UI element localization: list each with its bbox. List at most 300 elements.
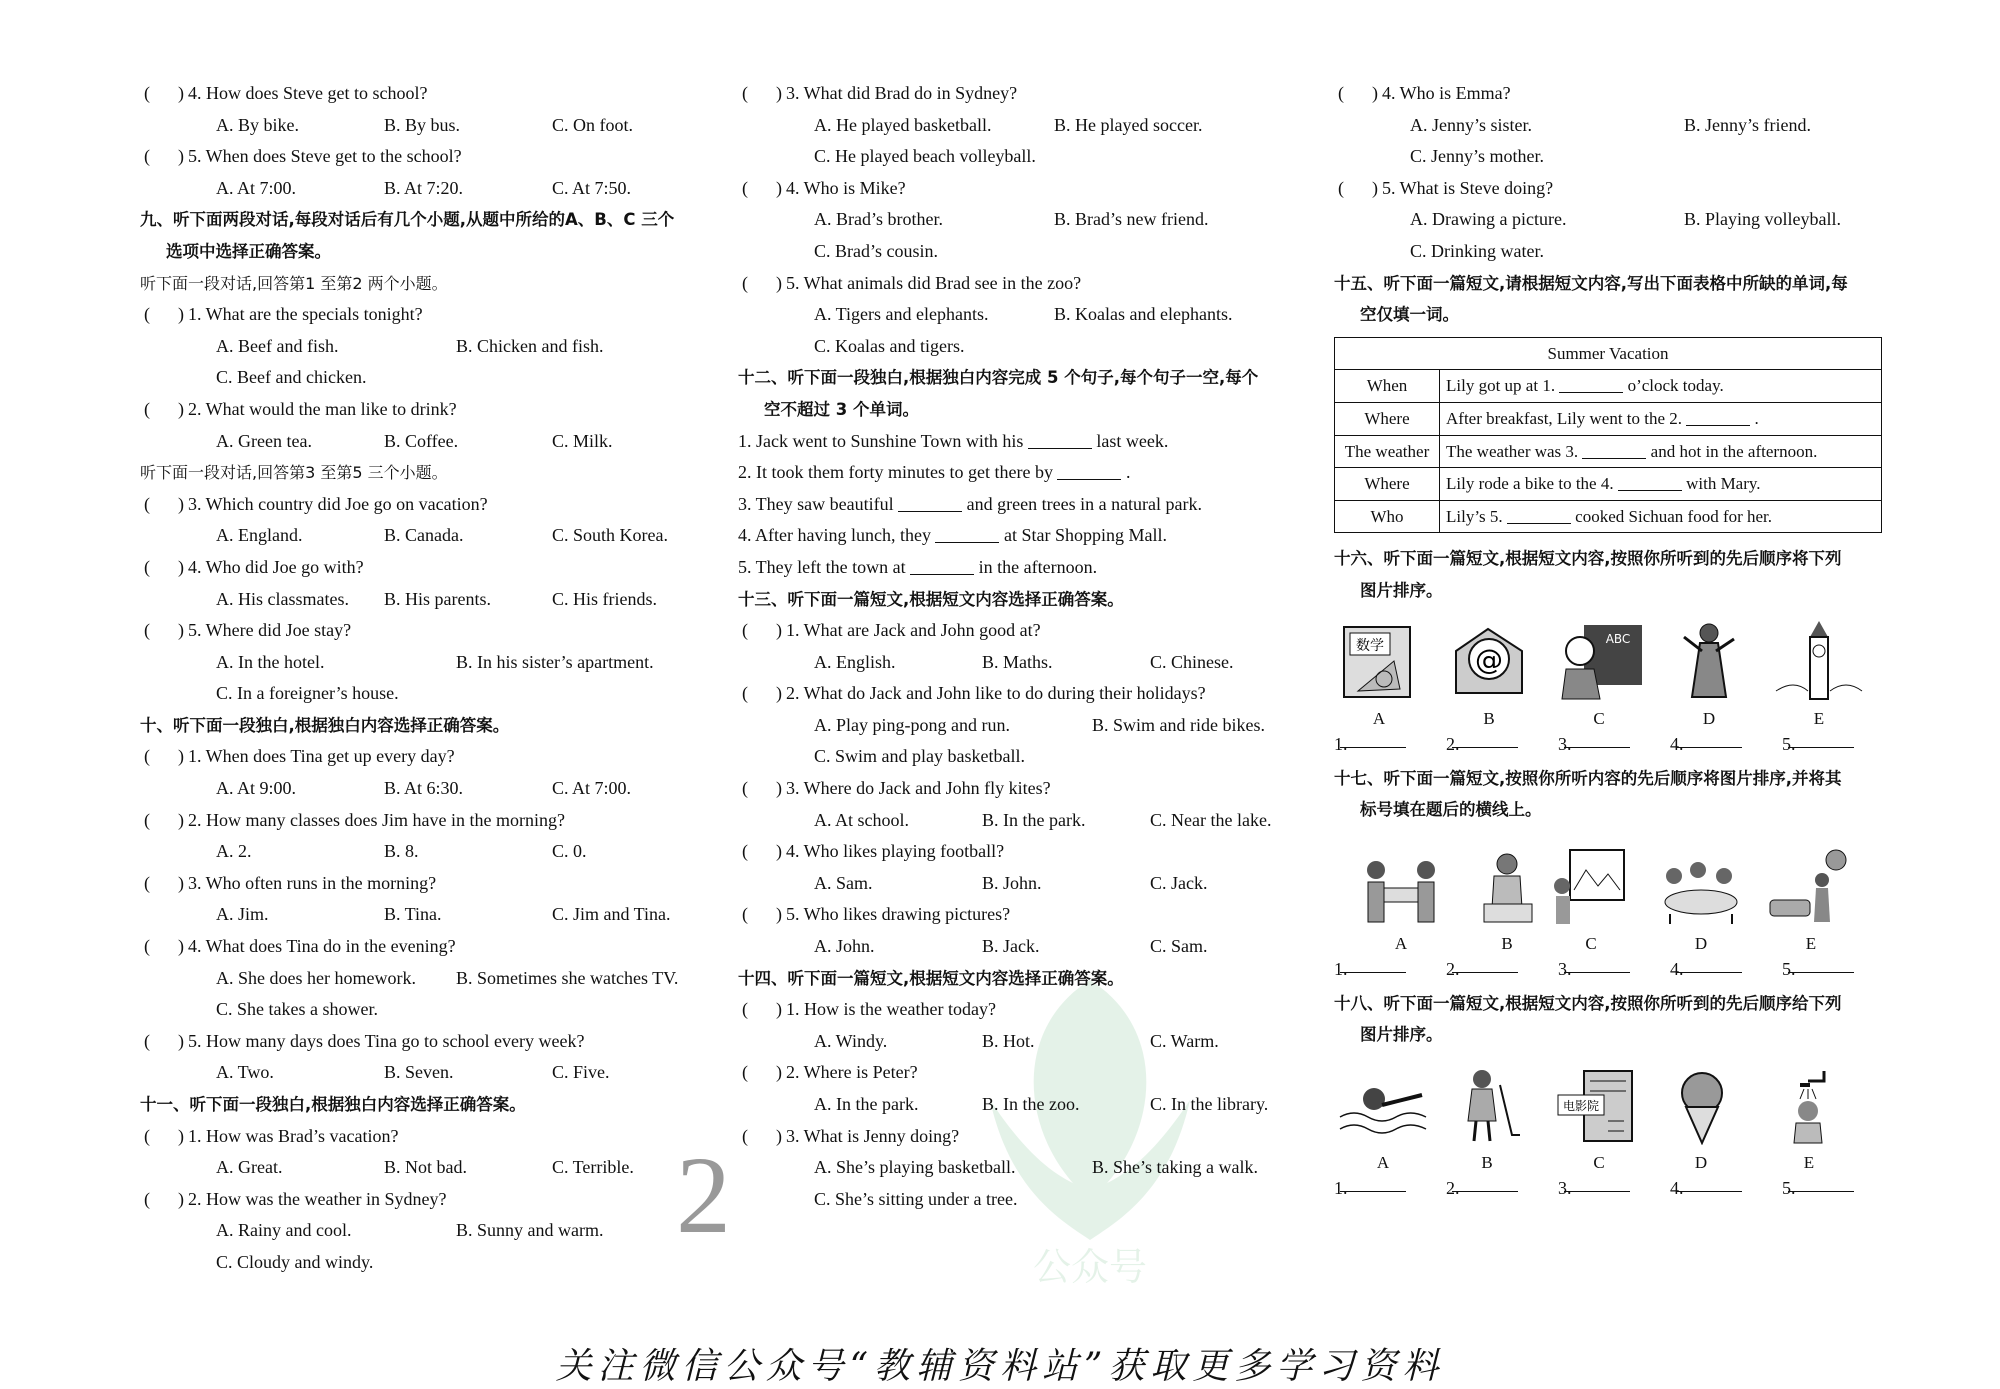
option-b: B. His parents. <box>384 588 491 609</box>
option-a: A. At 7:00. <box>216 177 297 198</box>
answer-paren-open[interactable]: ( <box>742 620 748 641</box>
options-row <box>738 1152 1298 1184</box>
question-text: 3. Where do Jack and John fly kites? <box>786 778 1051 799</box>
picture-label-c: C <box>1585 933 1597 953</box>
answer-paren-close: ) <box>776 272 782 293</box>
question-text: 1. How was Brad’s vacation? <box>188 1125 399 1146</box>
answer-paren-open[interactable]: ( <box>144 746 150 767</box>
section-title: 十三、听下面一篇短文,根据短文内容选择正确答案。 <box>738 589 1124 609</box>
options-row <box>738 1026 1298 1058</box>
row-text-start: Lily got up at 1. <box>1446 376 1556 396</box>
section-title-cont: 空不超过 3 个单词。 <box>764 399 919 419</box>
question <box>140 741 700 773</box>
option-a: A. English. <box>814 651 896 672</box>
row-value <box>1440 500 1882 533</box>
option-a: C. In a foreigner’s house. <box>216 683 399 704</box>
question <box>140 1121 700 1153</box>
option-c: C. Sam. <box>1150 936 1208 957</box>
answer-paren-open[interactable]: ( <box>144 1125 150 1146</box>
question <box>738 836 1298 868</box>
question-text: 3. Who often runs in the morning? <box>188 872 437 893</box>
shower-picture <box>1764 1065 1854 1145</box>
answer-blank[interactable] <box>1057 461 1121 480</box>
answer-paren-close: ) <box>178 936 184 957</box>
options-row <box>140 584 700 616</box>
answer-paren-open[interactable]: ( <box>1338 177 1344 198</box>
answer-blank[interactable] <box>1340 729 1406 748</box>
question <box>738 268 1298 300</box>
option-a: A. Great. <box>216 1157 283 1178</box>
answer-blank[interactable] <box>898 493 962 512</box>
question <box>140 141 700 173</box>
question-text: 5. When does Steve get to the school? <box>188 146 462 167</box>
fill-in-sentence <box>738 489 1298 521</box>
question <box>738 78 1298 110</box>
row-key: Where <box>1335 402 1440 435</box>
option-a: A. Rainy and cool. <box>216 1220 352 1241</box>
sentence-start: 2. It took them forty minutes to get there by <box>738 462 1053 483</box>
option-a: A. Windy. <box>814 1030 888 1051</box>
option-a: A. She does her homework. <box>216 967 416 988</box>
option-a: A. Tigers and elephants. <box>814 304 989 325</box>
answer-paren-close: ) <box>776 620 782 641</box>
option-b: B. By bus. <box>384 114 461 135</box>
option-c: C. Terrible. <box>552 1157 634 1178</box>
option-b: B. Jenny’s friend. <box>1684 114 1811 135</box>
question-text: 5. How many days does Tina go to school every week? <box>188 1030 585 1051</box>
option-b: B. In the park. <box>982 809 1086 830</box>
option-b: B. Brad’s new friend. <box>1054 209 1209 230</box>
row-key: Where <box>1335 468 1440 501</box>
painting-picture <box>1546 846 1636 926</box>
answer-blank[interactable] <box>1676 954 1742 973</box>
answer-paren-close: ) <box>178 746 184 767</box>
row-text-start: After breakfast, Lily went to the 2. <box>1446 408 1683 428</box>
summer-vacation-table <box>1334 337 1882 534</box>
table-row <box>1335 500 1882 533</box>
abc-label: ABC <box>1605 631 1631 646</box>
row-key: When <box>1335 370 1440 403</box>
answer-paren-close: ) <box>776 1125 782 1146</box>
section-title: 十、听下面一段独白,根据独白内容选择正确答案。 <box>140 715 510 735</box>
option-a: A. Play ping-pong and run. <box>814 714 1010 735</box>
email-picture <box>1444 621 1534 701</box>
option-c: C. Milk. <box>552 430 613 451</box>
sentence-start: 5. They left the town at <box>738 556 906 577</box>
question-text: 1. When does Tina get up every day? <box>188 746 455 767</box>
options-row <box>140 173 700 205</box>
section-16-pictures <box>1334 621 1894 729</box>
answer-paren-open[interactable]: ( <box>144 620 150 641</box>
options-row <box>738 647 1298 679</box>
picture-label-e: E <box>1813 708 1825 728</box>
section-title: 十二、听下面一段独白,根据独白内容完成 5 个句子,每个句子一空,每个 <box>738 368 1259 388</box>
answer-paren-close: ) <box>178 304 184 325</box>
answer-paren-open[interactable]: ( <box>742 841 748 862</box>
section-title-cont: 选项中选择正确答案。 <box>166 241 331 261</box>
answer-blank[interactable] <box>1452 954 1518 973</box>
answer-paren-close: ) <box>178 556 184 577</box>
option-a: A. Drawing a picture. <box>1410 209 1567 230</box>
answer-blank[interactable] <box>1676 1173 1742 1192</box>
option-a: C. He played beach volleyball. <box>814 146 1036 167</box>
answer-paren-close: ) <box>178 1030 184 1051</box>
section-16-title-2: 图片排序。 <box>1360 580 1443 600</box>
options-row <box>140 331 700 363</box>
option-b: B. Coffee. <box>384 430 459 451</box>
question <box>1334 78 1894 110</box>
option-c: C. At 7:00. <box>552 778 632 799</box>
picture-label-b: B <box>1501 933 1513 953</box>
question-text: 5. Who likes drawing pictures? <box>786 904 1011 925</box>
answer-blank[interactable] <box>1340 1173 1406 1192</box>
option-c: C. On foot. <box>552 114 633 135</box>
options-row <box>140 963 700 995</box>
question <box>738 615 1298 647</box>
question-text: 2. What would the man like to drink? <box>188 398 457 419</box>
answer-paren-close: ) <box>776 1062 782 1083</box>
sentence-end: at Star Shopping Mall. <box>1003 525 1167 546</box>
option-b: B. He played soccer. <box>1054 114 1203 135</box>
option-b: B. She’s taking a walk. <box>1092 1157 1258 1178</box>
answer-paren-close: ) <box>178 146 184 167</box>
answer-paren-close: ) <box>776 841 782 862</box>
answer-paren-open[interactable]: ( <box>144 1188 150 1209</box>
sentence-start: 3. They saw beautiful <box>738 493 894 514</box>
option-a: A. Two. <box>216 1062 274 1083</box>
footer-banner: 关注微信公众号“教辅资料站”获取更多学习资料 <box>555 1346 1445 1387</box>
answer-paren-open[interactable]: ( <box>144 872 150 893</box>
option-a: A. Brad’s brother. <box>814 209 943 230</box>
answer-paren-open[interactable]: ( <box>742 272 748 293</box>
options-row <box>738 204 1298 236</box>
answer-blank[interactable] <box>1340 954 1406 973</box>
section-18-pictures <box>1334 1065 1894 1173</box>
question-text: 2. How many classes does Jim have in the morning? <box>188 809 565 830</box>
row-text-start: Lily rode a bike to the 4. <box>1446 474 1614 494</box>
math-book-picture <box>1334 621 1424 701</box>
picture-label-a: A <box>1376 1152 1390 1172</box>
row-value <box>1440 402 1882 435</box>
question <box>738 1121 1298 1153</box>
cinema-picture <box>1554 1065 1644 1145</box>
answer-blank[interactable] <box>910 556 974 575</box>
section-title-cont: 空仅填一词。 <box>1360 305 1459 325</box>
options-row <box>140 1247 700 1279</box>
answer-paren-close: ) <box>178 620 184 641</box>
option-a: A. At 9:00. <box>216 778 297 799</box>
row-key: The weather <box>1335 435 1440 468</box>
question-text: 1. How is the weather today? <box>786 999 996 1020</box>
answer-paren-open[interactable]: ( <box>742 1125 748 1146</box>
answer-blank[interactable] <box>1686 407 1750 426</box>
column-left <box>140 78 700 1279</box>
answer-paren-open[interactable]: ( <box>144 809 150 830</box>
answer-blank[interactable] <box>1676 729 1742 748</box>
options-row <box>140 994 700 1026</box>
answer-blank[interactable] <box>1028 430 1092 449</box>
answer-paren-open[interactable]: ( <box>742 83 748 103</box>
answer-blank[interactable] <box>1788 1173 1854 1192</box>
options-row <box>1334 236 1894 268</box>
answer-blank[interactable] <box>1564 1173 1630 1192</box>
row-value <box>1440 435 1882 468</box>
option-b: B. John. <box>982 872 1042 893</box>
option-a: A. England. <box>216 525 303 546</box>
section-17-title: 十七、听下面一篇短文,按照你所听内容的先后顺序将图片排序,并将其 <box>1334 768 1842 788</box>
option-a: A. John. <box>814 936 875 957</box>
answer-blank[interactable] <box>1618 472 1682 491</box>
answer-blank[interactable] <box>1564 954 1630 973</box>
options-row <box>738 1089 1298 1121</box>
question-text: 3. What did Brad do in Sydney? <box>786 83 1018 103</box>
question <box>738 678 1298 710</box>
fill-in-sentence <box>738 520 1298 552</box>
picture-label-d: D <box>1694 933 1708 953</box>
options-row <box>140 647 700 679</box>
option-a: A. By bike. <box>216 114 299 135</box>
section-17-title-2: 标号填在题后的横线上。 <box>1360 800 1542 820</box>
section-title: 十五、听下面一篇短文,请根据短文内容,写出下面表格中所缺的单词,每 <box>1334 273 1848 293</box>
answer-blank[interactable] <box>935 524 999 543</box>
options-row <box>738 299 1298 331</box>
table-title: Summer Vacation <box>1335 337 1882 370</box>
options-row <box>738 1184 1298 1216</box>
answer-paren-open[interactable]: ( <box>144 556 150 577</box>
sentence-start: 1. Jack went to Sunshine Town with his <box>738 430 1024 451</box>
question-text: 4. Who is Emma? <box>1382 83 1511 103</box>
section-18-answers: 1. 2. 3. 4. 5. <box>1334 1173 1894 1205</box>
answer-paren-open[interactable]: ( <box>144 1030 150 1051</box>
section-17-answers: 1. 2. 3. 4. 5. <box>1334 954 1894 986</box>
sentence-end: last week. <box>1096 430 1169 451</box>
option-a: C. Brad’s cousin. <box>814 240 938 261</box>
option-b: B. Sometimes she watches TV. <box>456 967 679 988</box>
option-a: A. His classmates. <box>216 588 349 609</box>
answer-blank[interactable] <box>1452 1173 1518 1192</box>
option-c: C. His friends. <box>552 588 657 609</box>
option-a: A. 2. <box>216 841 252 862</box>
option-c: C. Jack. <box>1150 872 1208 893</box>
options-row <box>738 710 1298 742</box>
picture-label-d: D <box>1694 1152 1708 1172</box>
option-a: A. Sam. <box>814 872 873 893</box>
row-text-start: The weather was 3. <box>1446 441 1579 461</box>
answer-paren-open[interactable]: ( <box>144 146 150 167</box>
option-b: B. Seven. <box>384 1062 454 1083</box>
option-b: B. 8. <box>384 841 419 862</box>
swimming-girl-picture <box>1338 1065 1428 1145</box>
option-a: C. Koalas and tigers. <box>814 335 965 356</box>
column-right <box>1334 78 1894 1205</box>
section-18-title-2: 图片排序。 <box>1360 1025 1443 1045</box>
option-c: C. At 7:50. <box>552 177 632 198</box>
question-text: 4. Who likes playing football? <box>786 841 1005 862</box>
column-middle <box>738 78 1298 1215</box>
options-row <box>140 899 700 931</box>
question <box>140 1184 700 1216</box>
answer-blank[interactable] <box>1788 954 1854 973</box>
options-row <box>738 110 1298 142</box>
table-row <box>1335 370 1882 403</box>
girl-sweeping-picture <box>1442 1065 1532 1145</box>
answer-paren-close: ) <box>178 1125 184 1146</box>
question-text: 3. Which country did Joe go on vacation? <box>188 493 488 514</box>
teacher-abc-picture <box>1554 621 1644 701</box>
options-row <box>738 805 1298 837</box>
sentence-end: . <box>1125 462 1131 483</box>
option-b: B. Jack. <box>982 936 1040 957</box>
answer-blank[interactable] <box>1564 729 1630 748</box>
options-row <box>738 868 1298 900</box>
family-dinner-picture <box>1656 846 1746 926</box>
row-text-end: o’clock today. <box>1627 376 1724 396</box>
answer-blank[interactable] <box>1507 505 1571 524</box>
section-17-pictures <box>1334 846 1894 954</box>
row-text-start: Lily’s 5. <box>1446 506 1503 526</box>
section-16-answers: 1. 2. 3. 4. 5. <box>1334 729 1894 761</box>
answer-blank[interactable] <box>1582 440 1646 459</box>
option-a: C. Swim and play basketball. <box>814 746 1025 767</box>
answer-blank[interactable] <box>1788 729 1854 748</box>
answer-paren-open[interactable]: ( <box>144 936 150 957</box>
boy-writing-picture <box>1462 846 1552 926</box>
row-text-end: . <box>1754 408 1759 428</box>
answer-paren-close: ) <box>776 683 782 704</box>
row-value <box>1440 370 1882 403</box>
row-text-end: cooked Sichuan food for her. <box>1575 506 1773 526</box>
question-text: 1. What are the specials tonight? <box>188 304 423 325</box>
option-b: B. Playing volleyball. <box>1684 209 1841 230</box>
sentence-end: and green trees in a natural park. <box>966 493 1203 514</box>
option-c: C. 0. <box>552 841 587 862</box>
fill-in-sentence <box>738 426 1298 458</box>
options-row <box>140 1152 700 1184</box>
option-c: C. Jim and Tina. <box>552 904 671 925</box>
option-a: C. Jenny’s mother. <box>1410 146 1544 167</box>
question <box>140 931 700 963</box>
answer-paren-open[interactable]: ( <box>144 304 150 325</box>
answer-paren-open[interactable]: ( <box>742 683 748 704</box>
question-text: 4. What does Tina do in the evening? <box>188 936 456 957</box>
answer-paren-close: ) <box>178 83 184 103</box>
row-text-end: and hot in the afternoon. <box>1650 441 1818 461</box>
options-row <box>140 426 700 458</box>
question-text: 5. What animals did Brad see in the zoo? <box>786 272 1082 293</box>
options-row <box>140 520 700 552</box>
option-b: B. Hot. <box>982 1030 1035 1051</box>
row-value <box>1440 468 1882 501</box>
picture-label-a: A <box>1394 933 1408 953</box>
question <box>738 1057 1298 1089</box>
option-a: C. She’s sitting under a tree. <box>814 1188 1018 1209</box>
instruction: 听下面一段对话,回答第1 至第2 两个小题。 <box>140 273 448 293</box>
street-scene-picture <box>1766 846 1856 926</box>
picture-label-a: A <box>1372 708 1386 728</box>
answer-paren-open[interactable]: ( <box>742 1062 748 1083</box>
option-a: A. She’s playing basketball. <box>814 1157 1016 1178</box>
answer-blank[interactable] <box>1452 729 1518 748</box>
option-c: C. South Korea. <box>552 525 668 546</box>
options-row <box>140 836 700 868</box>
answer-paren-open[interactable]: ( <box>742 778 748 799</box>
option-a: C. Drinking water. <box>1410 240 1544 261</box>
answer-paren-open[interactable]: ( <box>144 493 150 514</box>
option-a: A. Beef and fish. <box>216 335 339 356</box>
answer-paren-open[interactable]: ( <box>144 83 150 103</box>
answer-paren-close: ) <box>776 778 782 799</box>
answer-blank[interactable] <box>1559 374 1623 393</box>
option-b: B. In the zoo. <box>982 1094 1080 1114</box>
section-18-title: 十八、听下面一篇短文,根据短文内容,按照你所听到的先后顺序给下列 <box>1334 993 1842 1013</box>
answer-paren-close: ) <box>1372 83 1378 103</box>
answer-paren-open[interactable]: ( <box>144 398 150 419</box>
question <box>140 805 700 837</box>
at-sign-icon: @ <box>1475 642 1503 676</box>
answer-paren-close: ) <box>1372 177 1378 198</box>
options-row <box>140 110 700 142</box>
options-row <box>738 741 1298 773</box>
option-c: C. Warm. <box>1150 1030 1219 1051</box>
option-b: B. Chicken and fish. <box>456 335 604 356</box>
question <box>738 899 1298 931</box>
answer-paren-close: ) <box>178 872 184 893</box>
answer-paren-open[interactable]: ( <box>742 904 748 925</box>
option-a: A. Jim. <box>216 904 269 925</box>
picture-label-e: E <box>1803 1152 1815 1172</box>
answer-paren-open[interactable]: ( <box>742 999 748 1020</box>
question-text: 5. Where did Joe stay? <box>188 620 352 641</box>
answer-paren-close: ) <box>776 999 782 1020</box>
question-text: 3. What is Jenny doing? <box>786 1125 960 1146</box>
answer-paren-open[interactable]: ( <box>1338 83 1344 103</box>
sentence-end: in the afternoon. <box>978 556 1098 577</box>
option-a: C. Cloudy and windy. <box>216 1251 374 1272</box>
picture-label-c: C <box>1593 708 1605 728</box>
option-a: A. In the park. <box>814 1094 919 1114</box>
option-b: B. At 6:30. <box>384 778 464 799</box>
fill-in-sentence <box>738 457 1298 489</box>
option-b: B. Sunny and warm. <box>456 1220 604 1241</box>
option-c: C. Chinese. <box>1150 651 1234 672</box>
fill-in-sentence <box>738 552 1298 584</box>
options-row <box>1334 141 1894 173</box>
answer-paren-close: ) <box>776 904 782 925</box>
answer-paren-open[interactable]: ( <box>742 177 748 198</box>
options-row <box>140 362 700 394</box>
option-b: B. Swim and ride bikes. <box>1092 714 1265 735</box>
page-number: 2 <box>676 1134 731 1256</box>
question <box>1334 173 1894 205</box>
option-c: C. Five. <box>552 1062 610 1083</box>
picture-label-c: C <box>1593 1152 1605 1172</box>
option-a: C. Beef and chicken. <box>216 367 367 388</box>
question <box>140 394 700 426</box>
option-a: C. She takes a shower. <box>216 999 378 1020</box>
options-row <box>1334 204 1894 236</box>
question <box>140 615 700 647</box>
option-c: C. In the library. <box>1150 1094 1269 1114</box>
question <box>738 994 1298 1026</box>
picture-label-d: D <box>1702 708 1716 728</box>
instruction: 听下面一段对话,回答第3 至第5 三个小题。 <box>140 463 448 483</box>
question-text: 4. How does Steve get to school? <box>188 83 428 103</box>
row-text-end: with Mary. <box>1686 474 1761 494</box>
cinema-label: 电影院 <box>1562 1098 1600 1113</box>
question <box>140 489 700 521</box>
option-b: B. Tina. <box>384 904 442 925</box>
option-b: B. Not bad. <box>384 1157 467 1178</box>
